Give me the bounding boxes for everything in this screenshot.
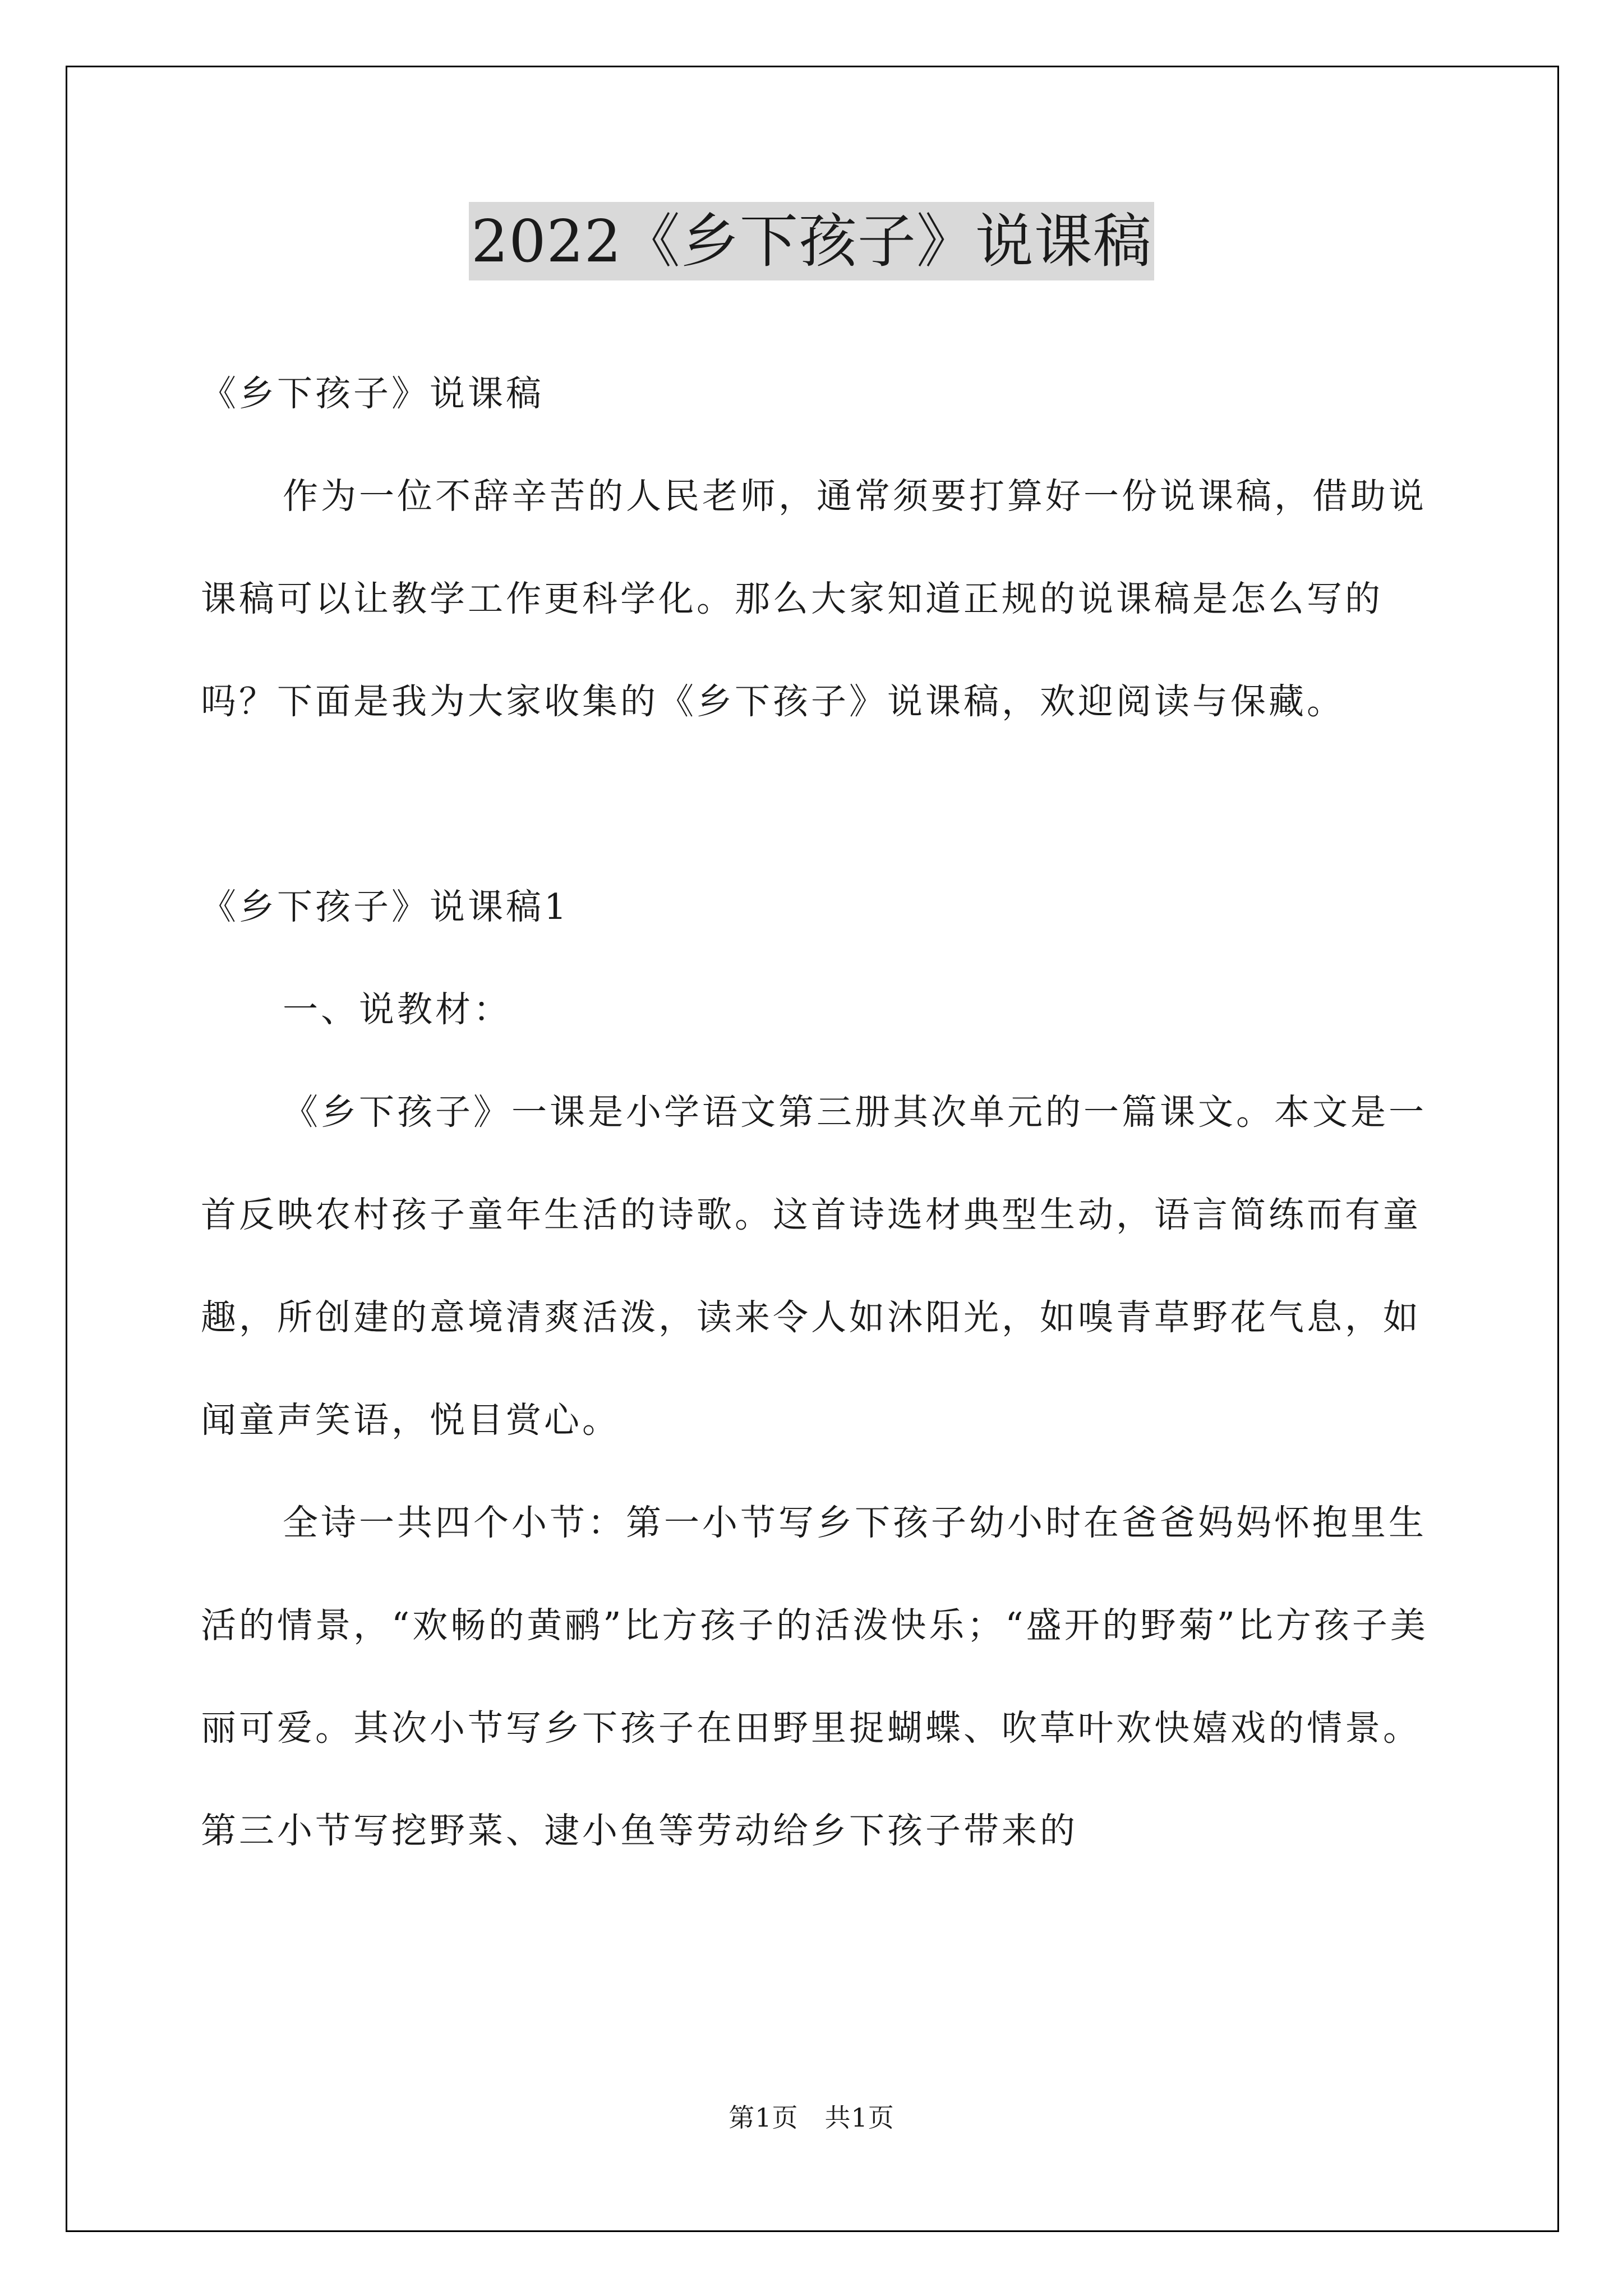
intro-paragraph: 作为一位不辞辛苦的人民老师，通常须要打算好一份说课稿，借助说课稿可以让教学工作更科学化。那么大家知道正规的说课稿是怎么写的吗？下面是我为大家收集的《乡下孩子》说课稿，欢迎阅读与保藏。 [201, 476, 1427, 722]
blank-line [201, 753, 1429, 855]
section-heading: 《乡下孩子》说课稿1 [201, 886, 570, 927]
section-heading: 《乡下孩子》说课稿 [201, 373, 544, 414]
subsection-heading: 一、说教材： [283, 989, 511, 1030]
body-paragraph: 全诗一共四个小节：第一小节写乡下孩子幼小时在爸爸妈妈怀抱里生活的情景，“欢畅的黄鹂”比方孩子的活泼快乐；“盛开的野菊”比方孩子美丽可爱。其次小节写乡下孩子在田野里捉蝴蝶、吹草叶欢快嬉戏的情景。第三小节写挖野菜、逮小鱼等劳动给乡下孩子带来的 [201, 1502, 1428, 1851]
body-paragraph: 《乡下孩子》一课是小学语文第三册其次单元的一篇课文。本文是一首反映农村孩子童年生活的诗歌。这首诗选材典型生动，语言简练而有童趣，所创建的意境清爽活泼，读来令人如沐阳光，如嗅青草野花气息，如闻童声笑语，悦目赏心。 [201, 1092, 1427, 1441]
page-footer: 第1页 共1页 [728, 2102, 895, 2133]
title-container [0, 202, 1623, 280]
document-body [201, 342, 1429, 1882]
document-title: 2022《乡下孩子》说课稿 [469, 202, 1154, 280]
